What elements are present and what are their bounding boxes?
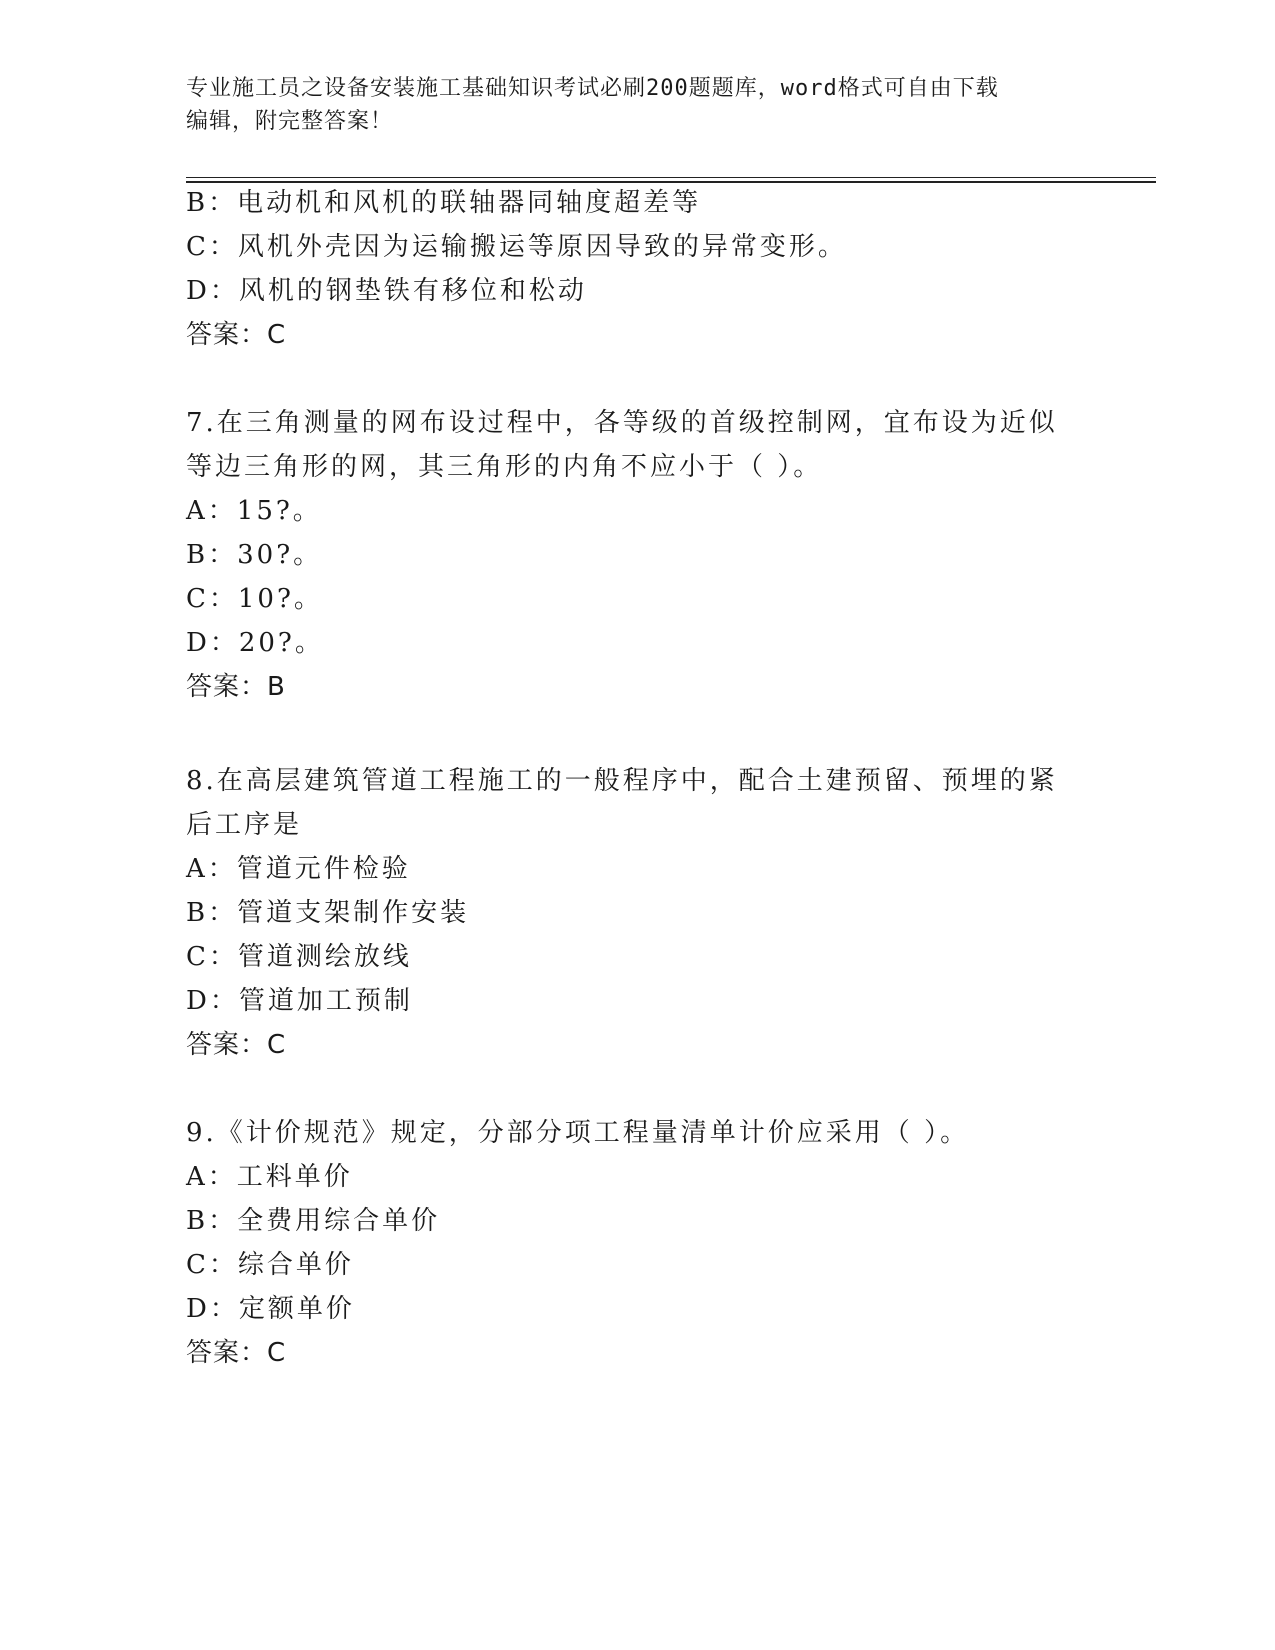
- option-b: B：电动机和风机的联轴器同轴度超差等: [186, 188, 702, 218]
- option-b: B：管道支架制作安装: [186, 898, 470, 928]
- answer: 答案：C: [186, 1338, 287, 1368]
- question-stem: 等边三角形的网，其三角形的内角不应小于（ ）。: [186, 452, 823, 482]
- option-d: D：定额单价: [186, 1294, 355, 1324]
- question-stem: 9.《计价规范》规定，分部分项工程量清单计价应采用（ ）。: [186, 1118, 970, 1148]
- option-c: C：10?。: [186, 584, 323, 614]
- header-divider-thin: [186, 177, 1156, 178]
- answer: 答案：B: [186, 672, 286, 702]
- option-c: C：综合单价: [186, 1250, 354, 1280]
- option-a: A：管道元件检验: [186, 854, 411, 884]
- header-title-line-1: 专业施工员之设备安装施工基础知识考试必刷200题题库，word格式可自由下载: [186, 76, 999, 101]
- option-c: C：风机外壳因为运输搬运等原因导致的异常变形。: [186, 232, 847, 262]
- option-b: B：30?。: [186, 540, 323, 570]
- option-a: A：15?。: [186, 496, 322, 526]
- question-stem: 后工序是: [186, 810, 303, 840]
- question-stem: 7.在三角测量的网布设过程中，各等级的首级控制网，宜布设为近似: [186, 408, 1058, 438]
- question-stem: 8.在高层建筑管道工程施工的一般程序中，配合土建预留、预埋的紧: [186, 766, 1058, 796]
- answer: 答案：C: [186, 320, 287, 350]
- answer: 答案：C: [186, 1030, 287, 1060]
- option-a: A：工料单价: [186, 1162, 353, 1192]
- option-c: C：管道测绘放线: [186, 942, 412, 972]
- option-d: D：20?。: [186, 628, 324, 658]
- header-divider-thick: [186, 181, 1156, 183]
- header-title-line-2: 编辑，附完整答案！: [186, 109, 394, 134]
- option-d: D：风机的钢垫铁有移位和松动: [186, 276, 587, 306]
- option-d: D：管道加工预制: [186, 986, 413, 1016]
- document-header: [186, 72, 1086, 138]
- option-b: B：全费用综合单价: [186, 1206, 441, 1236]
